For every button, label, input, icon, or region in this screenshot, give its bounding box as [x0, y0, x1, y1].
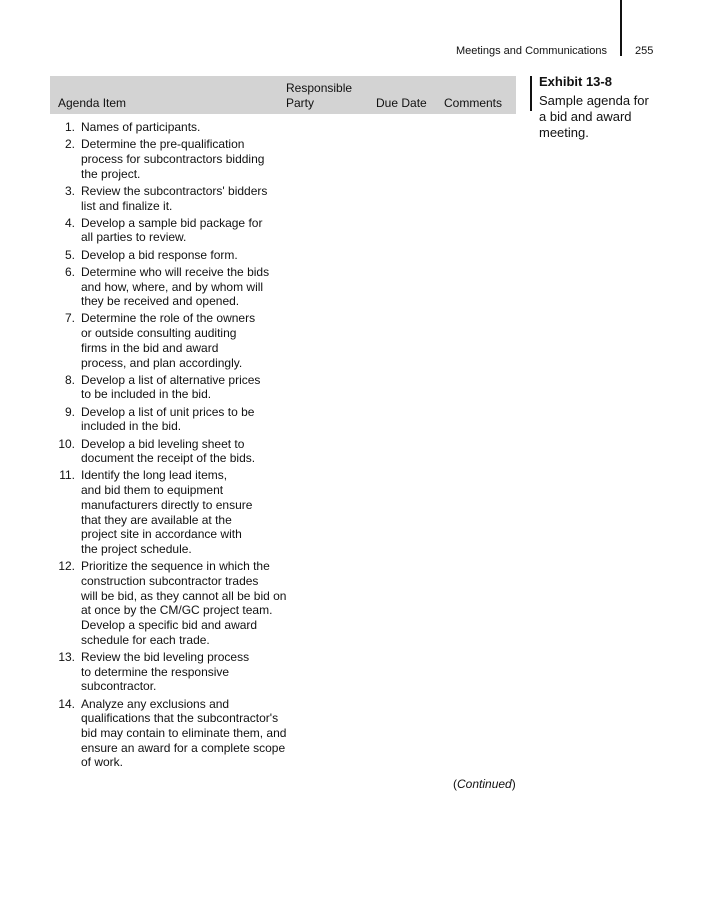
agenda-item-number: 1. [64, 120, 75, 134]
agenda-item-text: Determine the role of the owners or outside consulting auditing firms in the bid and award process, and plan accordingly. [81, 311, 256, 370]
agenda-item-number: 5. [64, 247, 75, 262]
continued-close-paren: ) [511, 777, 516, 791]
agenda-item-text: Identify the long lead items, and bid them to equipment manufacturers directly to ensure that they are available at the project site in accordance with the project schedule. [81, 468, 253, 556]
continued-note [453, 777, 516, 791]
agenda-item-text: Develop a list of unit prices to be included in the bid. [81, 404, 255, 434]
agenda-item-text: Review the subcontractors' bidders list and finalize it. [81, 183, 268, 213]
agenda-item-text: Determine who will receive the bids and how, where, and by whom will they be received and opened. [81, 264, 270, 309]
agenda-item [50, 311, 300, 370]
running-header: Meetings and Communications [455, 45, 607, 57]
agenda-item-text: Prioritize the sequence in which the construction subcontractor trades will be bid, as they cannot all be bid on at once by the CM/GC project team. Develop a specific bid and award schedule for each trade. [81, 559, 287, 647]
agenda-item-number: 14. [58, 696, 75, 711]
agenda-item-number: 2. [64, 137, 75, 152]
column-header-agenda-item: Agenda Item [58, 96, 127, 110]
agenda-item [50, 248, 300, 263]
agenda-item [50, 559, 300, 647]
agenda-item-number: 6. [64, 264, 75, 279]
column-header-responsible-party: Responsible Party [286, 81, 353, 110]
agenda-item-text: Develop a list of alternative prices to be included in the bid. [81, 372, 261, 402]
agenda-item-text: Determine the pre-qualification process for subcontractors bidding the project. [81, 137, 265, 181]
agenda-item-number: 7. [64, 311, 75, 326]
continued-word: Continued [457, 777, 512, 791]
agenda-item [50, 216, 300, 245]
continued-open-paren: ( [453, 777, 457, 791]
exhibit-caption: Sample agenda for a bid and award meeting. [539, 93, 649, 140]
agenda-item [50, 120, 300, 135]
exhibit-title: Exhibit 13-8 [539, 74, 612, 89]
agenda-item [50, 184, 300, 213]
agenda-item-number: 3. [64, 183, 75, 198]
agenda-item-number: 8. [64, 372, 75, 387]
agenda-item-number: 11. [59, 468, 75, 483]
agenda-item [50, 697, 300, 771]
agenda-item-text: Develop a sample bid package for all parties to review. [81, 215, 263, 245]
agenda-item [50, 437, 300, 466]
agenda-item [50, 650, 300, 694]
header-divider [620, 0, 622, 56]
agenda-item-number: 9. [64, 404, 75, 419]
column-header-due-date: Due Date [376, 96, 427, 110]
agenda-item-text: Analyze any exclusions and qualifications that the subcontractor's bid may contain to eliminate them, and ensure an award for a complete scope of work. [81, 696, 287, 770]
agenda-item [50, 405, 300, 434]
agenda-item-text: Develop a bid leveling sheet to document the receipt of the bids. [81, 436, 256, 466]
agenda-item-number: 4. [64, 215, 75, 230]
page-number: 255 [635, 45, 654, 57]
agenda-item-number: 12. [58, 559, 75, 574]
agenda-item-text: Develop a bid response form. [81, 247, 238, 262]
agenda-list [50, 120, 300, 773]
agenda-item [50, 468, 300, 556]
agenda-item [50, 137, 300, 181]
exhibit-divider [530, 76, 532, 111]
agenda-item-text: Names of participants. [81, 120, 201, 134]
agenda-item [50, 373, 300, 402]
agenda-item-text: Review the bid leveling process to determine the responsive subcontractor. [81, 649, 250, 694]
agenda-item [50, 265, 300, 309]
agenda-item-number: 13. [58, 649, 75, 664]
table-header [50, 76, 516, 114]
column-header-comments: Comments [444, 96, 503, 110]
agenda-item-number: 10. [58, 436, 75, 451]
